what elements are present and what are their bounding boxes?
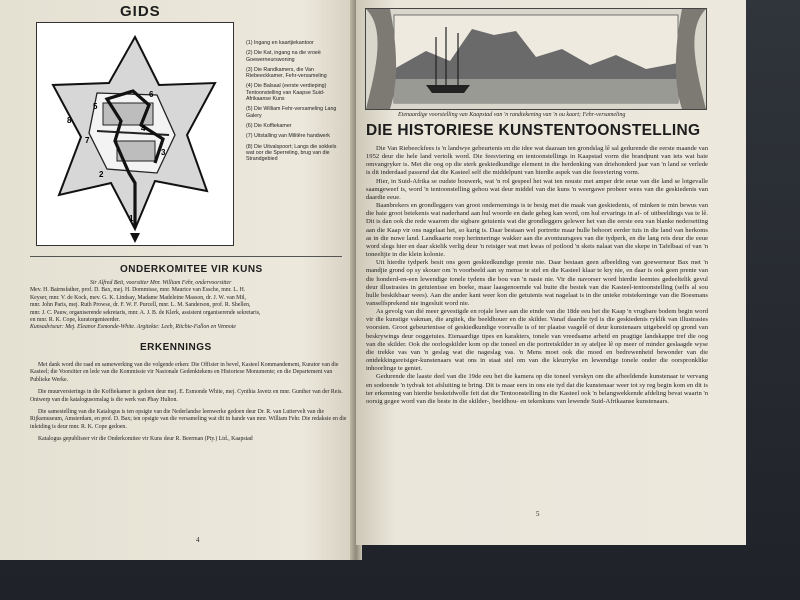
legend-item: (3) Die Randkamers, die Van Riebeeckkamer, Fehr-versameling xyxy=(246,66,327,80)
divider xyxy=(30,256,342,257)
article-paragraph: Die Van Riebeeckfees is 'n landwye gebeurtenis en die idee wat daaraan ten grondslag lê sal gedurende die eerste maande van 1952 deur die hele land vertolk word. Die feesviering en tentoonstellings in Kaapstad vorm die brandpunt van iets wat baie omvangryker is. Met die oog op die sterk geskiedkundige element in die herdenking van driehonderd jaar van 'n land se verlede is dit inderdaad passend dat die Kasteel self die middelpunt van hierdie aspek van die feesviering vorm. xyxy=(366,145,708,177)
article-title: DIE HISTORIESE KUNSTENTOONSTELLING xyxy=(366,122,701,139)
article-paragraph: Gedurende die laaste deel van die 19de eeu het die kamera op die toneel verskyn om die afbeeldende kunstenaar te vervang en sodoende 'n tydvak tot afsluiting te bring. Dit is maar eers in ons eie tyd dat die kunstenaar weer tot sy reg begin kom en dit is ter erkenning van hierdie beskeidwolle feit dat die Tentoonstelling in die Kasteel ook 'n belangwekkende afdeling bevat waarin 'n oorsig gegee word van die beste in die skilder-, beeldhou- en tekenkuns van lewende Suid-Afrikaanse kunstenaars. xyxy=(366,373,708,405)
article-paragraph: As gevolg van dié meer gevestigde en rojale lewe aan die einde van die 18de eeu het die Kaap 'n vrugbare bodem begin word vir die kunstige vakman, die argitek, die beeldhouer en die skilder. Vanaf daardie tyd is die geskiedenis ryklik van illustrasies voorsien. Groot gebeurtenisse of geskiedkundige voorvalle is of ter plaatse vasgelê of deur kunstenaars uitgebeeld op grond van beskrywings deur ooggetuies. Eienaardige tipes en karakters, tonele van vreedsame arbeid en pragtige landskappe tref die oog van die skilder. Ook die oorlogskilder kom op die toneel en die portretskilder in sy ateljee lê op meer of minder geslaagde wyse die trekke vas van 'n geslag wat die nageslag vas. 'n Mens moet ook die moed en bedrewenheid bewonder van die ontdekkingsreisiger-kunstenaars wat ons in staat stel om van die kleurryke en lewendige tonele onder die oorspronklike inhoorlinge te geniet. xyxy=(366,308,708,373)
page-number-left: 4 xyxy=(196,536,200,544)
article-paragraph: Baanbrekers en grondleggers van groot ondernemings is te besig met die maak van geskiedenis, of minken te min bewus van die baie groot betekenis wat naderhand aan hul woorde en dade geheg kan word, om hul ervarings in af- of uitbeeldings vas te lê. Dit is dan ook die rede waarom die sigbare getuienis wat die grondleggers gelewer het van die eerste eeu van blanke nedersetting aan die Kaap vir ons nagelaat het, so karig is. Daar bestaan wel portrette maar hulle behoort eerder tuis in die land van herkoms as in die nuwe land. Landkaarte roep herinneringe wakker aan die avontuursgees van die tydperk, en die lang reis deur die eeue word slegs hier en daar skielik verlig deur 'n reisiger wat met kwas of potlood 'n skets nalaat van die skepe in Tafelbaai of van 'n toneeltjie in die klein kolonie. xyxy=(366,202,708,259)
acknowledgements-text xyxy=(30,362,348,449)
guide-legend xyxy=(246,40,346,166)
committee-line: Sir Alfred Beit, voorsitter Mnr. William Fehr, ondervoorsitter xyxy=(90,280,232,286)
map-number: 8 xyxy=(67,116,72,125)
article-paragraph: Uit hierdie tydperk besit ons geen geskiedkundige prente nie. Daar bestaan geen afbeelding van goewerneur Bax met 'n mandjie grond op sy skouer om 'n voorbeeld aan sy mense te stel en die Kasteel klaar te kry nie, en daar is ook geen prente van die honderd-en-een lewendige tonele tydens die bou van 'n nasie nie. Vir die navorser word hierdie leemtes gedeeltelik gevul deur illustrasies in getuienisse en boeke, maar laasgenoemde val buite die bestek van die Kasteel-tentoonstelling (selfs al sou hulle beskikbaar wees). Aan die ander kant weer kon die getuienis wat nagelaat is in die unieke rotstekeninge van die Boesmans vanselfsprekend nie ingesluit word nie. xyxy=(366,259,708,307)
legend-item: (7) Uitstalling van Militêre handwerk xyxy=(246,133,330,140)
legend-item: (8) Die Uitvalspoort; Langs die sokkels wat oor die Sperreling, brug van die Strandgebied xyxy=(246,143,337,163)
map-number: 3 xyxy=(161,148,166,157)
acknowledgement-paragraph: Met dank word die raad en samewerking van die volgende erken: Die Offisier in bevel, Kasteel Kommandement, Kurator van die Kasteel; die Voorsitter en lede van die Kommissie vir Nasionale Gedenktekens en Historiese Monumente; en die Departement van Publieke Werke. xyxy=(30,362,339,383)
committee-line: mnr. J. C. Pauw, organiserende sekretaris, mnr. A. J. B. de Klerk, assistent organiserende sekretaris, xyxy=(30,309,261,316)
committee-line: Keyser, mnr. V. de Kock, mev. G. K. Lindsay, Madame Madeleine Masson, dr. J. W. van Mil, xyxy=(30,294,246,301)
committee-line: mnr. John Paris, mej. Ruth Prowse, dr. F. W. F. Purcell, mnr. L. M. Sanderson, prof. R. Shellen, xyxy=(30,302,251,309)
page-number-right: 5 xyxy=(536,510,540,518)
map-number: 5 xyxy=(93,102,98,111)
erkennings-heading: ERKENNINGS xyxy=(140,342,212,353)
map-number: 1 xyxy=(129,214,134,223)
castle-plan-drawing xyxy=(37,23,233,245)
legend-item: (6) Die Koffiekamer xyxy=(246,122,292,129)
table-bay-engraving xyxy=(366,9,706,109)
acknowledgement-paragraph: Katalogus gepubliseer vir die Onderkomitee vir Kuns deur R. Beerman (Pty.) Ltd., Kaapstad xyxy=(38,436,253,443)
legend-item: (2) Die Kat, ingang na die vroeë Goewerneurswoning xyxy=(246,50,321,63)
acknowledgement-paragraph: Die samestelling van die Katalogus is ten opsigte van die Nederlandse leenwerke gedoen deur Dr. R. van Luttervelt van die Rijksmuseum, Amsterdam, en prof. D. Bax; ten opsigte van die versameling wat dit in hande van mnr. William Fehr. Die redaksie en die inleiding is deur mnr. R. K. Cope gedoen. xyxy=(30,409,347,430)
gids-title: GIDS xyxy=(120,3,161,20)
map-number: 7 xyxy=(85,136,90,145)
article-paragraph: Hier, in Suid-Afrika se oudste bouwerk, wat 'n rol gespeel het wat ten nouste met amper drie eeue van die land se lotgevalle saamgeweef is, word 'n tentoonstelling gehou wat deur middel van die kuns 'n weergawe probeer wees van die geskiedenis van daardie eeue. xyxy=(366,177,708,201)
committee-list xyxy=(30,280,350,332)
route-arrow xyxy=(130,233,140,243)
castle-plan-map xyxy=(36,22,234,246)
committee-line: en mnr. R. K. Cope, kuratorgenieerder. xyxy=(30,317,121,324)
legend-item: (4) Die Balsaal (eerste verdieping) Tentoonstelling van Kaapse Suid-Afrikaanse Kuns xyxy=(246,83,327,103)
committee-line: Mev. H. Bairnsfather, prof. D. Bax, mej. H. Dommisse, mnr. Maurice van Essche, mnr. L. H. xyxy=(30,287,246,294)
engraving-illustration xyxy=(365,8,707,110)
onderkomitee-heading: ONDERKOMITEE VIR KUNS xyxy=(120,264,263,275)
map-number: 4 xyxy=(141,124,146,133)
legend-item: (5) Die William Fehr-versameling Lang Galery xyxy=(246,106,337,119)
map-number: 6 xyxy=(149,90,154,99)
map-number: 2 xyxy=(99,170,104,179)
illustration-caption: Eienaardige voorstelling van Kaapstad van 'n randtekening van 'n ou kaart; Fehr-versameling xyxy=(398,112,626,118)
acknowledgement-paragraph: Die muurversierings in die Koffiekamer is gedoen deur mej. E. Esmonde White, mej. Cynthia Javetz en mnr. Gunther van der Reis. Ontwerp van die katalogusomslag is die werk van Phay Hulton. xyxy=(30,389,343,403)
committee-line: Kunsadviseur: Mej. Eleanor Esmonde-White. Argitekte: Leeb, Ritchie-Fallon en Vennote xyxy=(30,324,236,331)
legend-item: (1) Ingang en kaartjiekantoor xyxy=(246,40,314,46)
article-body xyxy=(366,145,708,406)
